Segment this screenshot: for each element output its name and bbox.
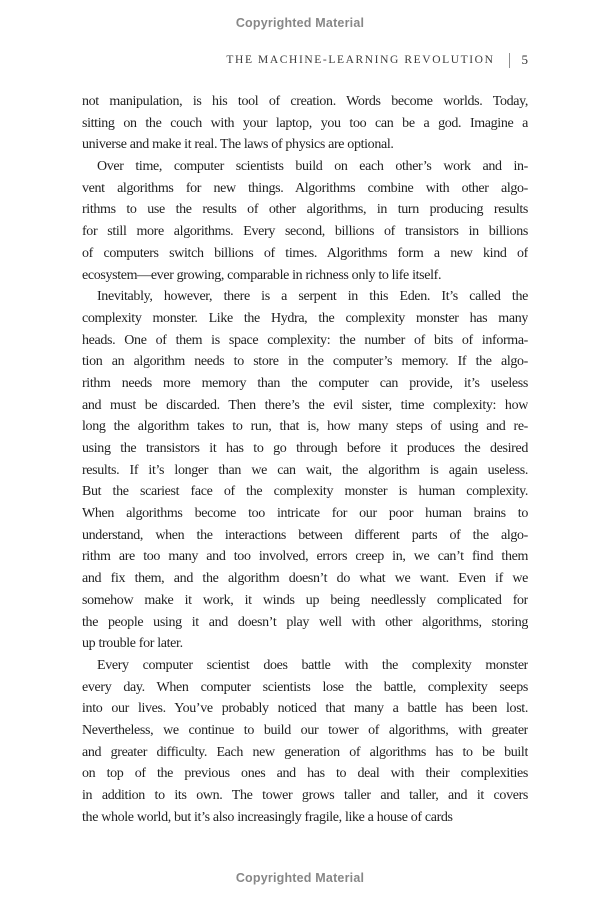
- text-line: the whole world, but it’s also increasingly fragile, like a house of cards: [82, 809, 453, 825]
- running-header: [82, 52, 528, 68]
- text-line: universe and make it real. The laws of physics are optional.: [82, 137, 394, 153]
- text-line: and fix them, and the algorithm doesn’t do what we want. Even if we: [82, 571, 528, 587]
- paragraph: [82, 91, 528, 156]
- text-line: the people using it and doesn’t play well with other algorithms, storing: [82, 614, 528, 630]
- text-line: Inevitably, however, there is a serpent in this Eden. It’s called the: [97, 289, 528, 305]
- text-line: and must be discarded. Then there’s the evil sister, time complexity: how: [82, 397, 528, 413]
- text-line: But the scariest face of the complexity monster is human complexity.: [82, 484, 528, 500]
- text-line: in addition to its own. The tower grows taller and taller, and it covers: [82, 788, 528, 803]
- text-line: Nevertheless, we continue to build our tower of algorithms, with greater: [82, 722, 528, 738]
- text-line: ecosystem—ever growing, comparable in richness only to life itself.: [82, 267, 442, 283]
- text-line: for still more algorithms. Every second, billions of transistors in billions: [82, 224, 528, 240]
- text-line: Every computer scientist does battle with the complexity monster: [97, 657, 528, 673]
- running-header-title: THE MACHINE-LEARNING REVOLUTION: [226, 54, 495, 66]
- paragraph: [82, 286, 528, 655]
- text-line: not manipulation, is his tool of creation. Words become worlds. Today,: [82, 94, 528, 109]
- body-text: [82, 91, 528, 828]
- text-line: rithm needs more memory than the computer can provide, it’s useless: [82, 375, 528, 391]
- text-line: up trouble for later.: [82, 636, 183, 652]
- text-line: heads. One of them is space complexity: the number of bits of informa-: [82, 332, 528, 348]
- text-line: every day. When computer scientists lose the battle, complexity seeps: [82, 679, 528, 695]
- text-line: and greater difficulty. Each new generation of algorithms has to be built: [82, 744, 528, 760]
- text-line: somehow make it work, it winds up being needlessly complicated for: [82, 592, 528, 608]
- text-line: rithm are too many and too involved, errors creep in, we can’t find them: [82, 549, 528, 565]
- page-number: 5: [521, 52, 528, 67]
- text-line: When algorithms become too intricate for our poor human brains to: [82, 506, 528, 522]
- text-line: sitting on the couch with your laptop, you too can be a god. Imagine a: [82, 115, 528, 131]
- text-line: vent algorithms for new things. Algorithms combine with other algo-: [82, 180, 528, 196]
- text-line: long the algorithm takes to run, that is, how many steps of using and re-: [82, 419, 528, 435]
- watermark-bottom: Copyrighted Material: [235, 871, 365, 885]
- text-line: of computers switch billions of times. Algorithms form a new kind of: [82, 245, 528, 261]
- paragraph: [82, 655, 528, 829]
- text-line: into our lives. You’ve probably noticed that many a battle has been lost.: [82, 701, 528, 717]
- header-divider: [509, 53, 510, 68]
- text-line: understand, when the interactions between different parts of the algo-: [82, 527, 528, 543]
- text-line: rithms to use the results of other algorithms, in turn producing results: [82, 202, 528, 218]
- text-line: Over time, computer scientists build on each other’s work and in-: [97, 159, 528, 175]
- text-line: complexity monster. Like the Hydra, the complexity monster has many: [82, 310, 528, 326]
- watermark-top: Copyrighted Material: [235, 16, 365, 30]
- paragraph: [82, 156, 528, 286]
- text-line: tion an algorithm needs to store in the computer’s memory. If the algo-: [82, 354, 528, 370]
- text-line: on top of the previous ones and has to deal with their complexities: [82, 766, 528, 782]
- text-line: results. If it’s longer than we can wait, the algorithm is again useless.: [82, 462, 528, 478]
- text-line: using the transistors it has to go through before it produces the desired: [82, 441, 528, 456]
